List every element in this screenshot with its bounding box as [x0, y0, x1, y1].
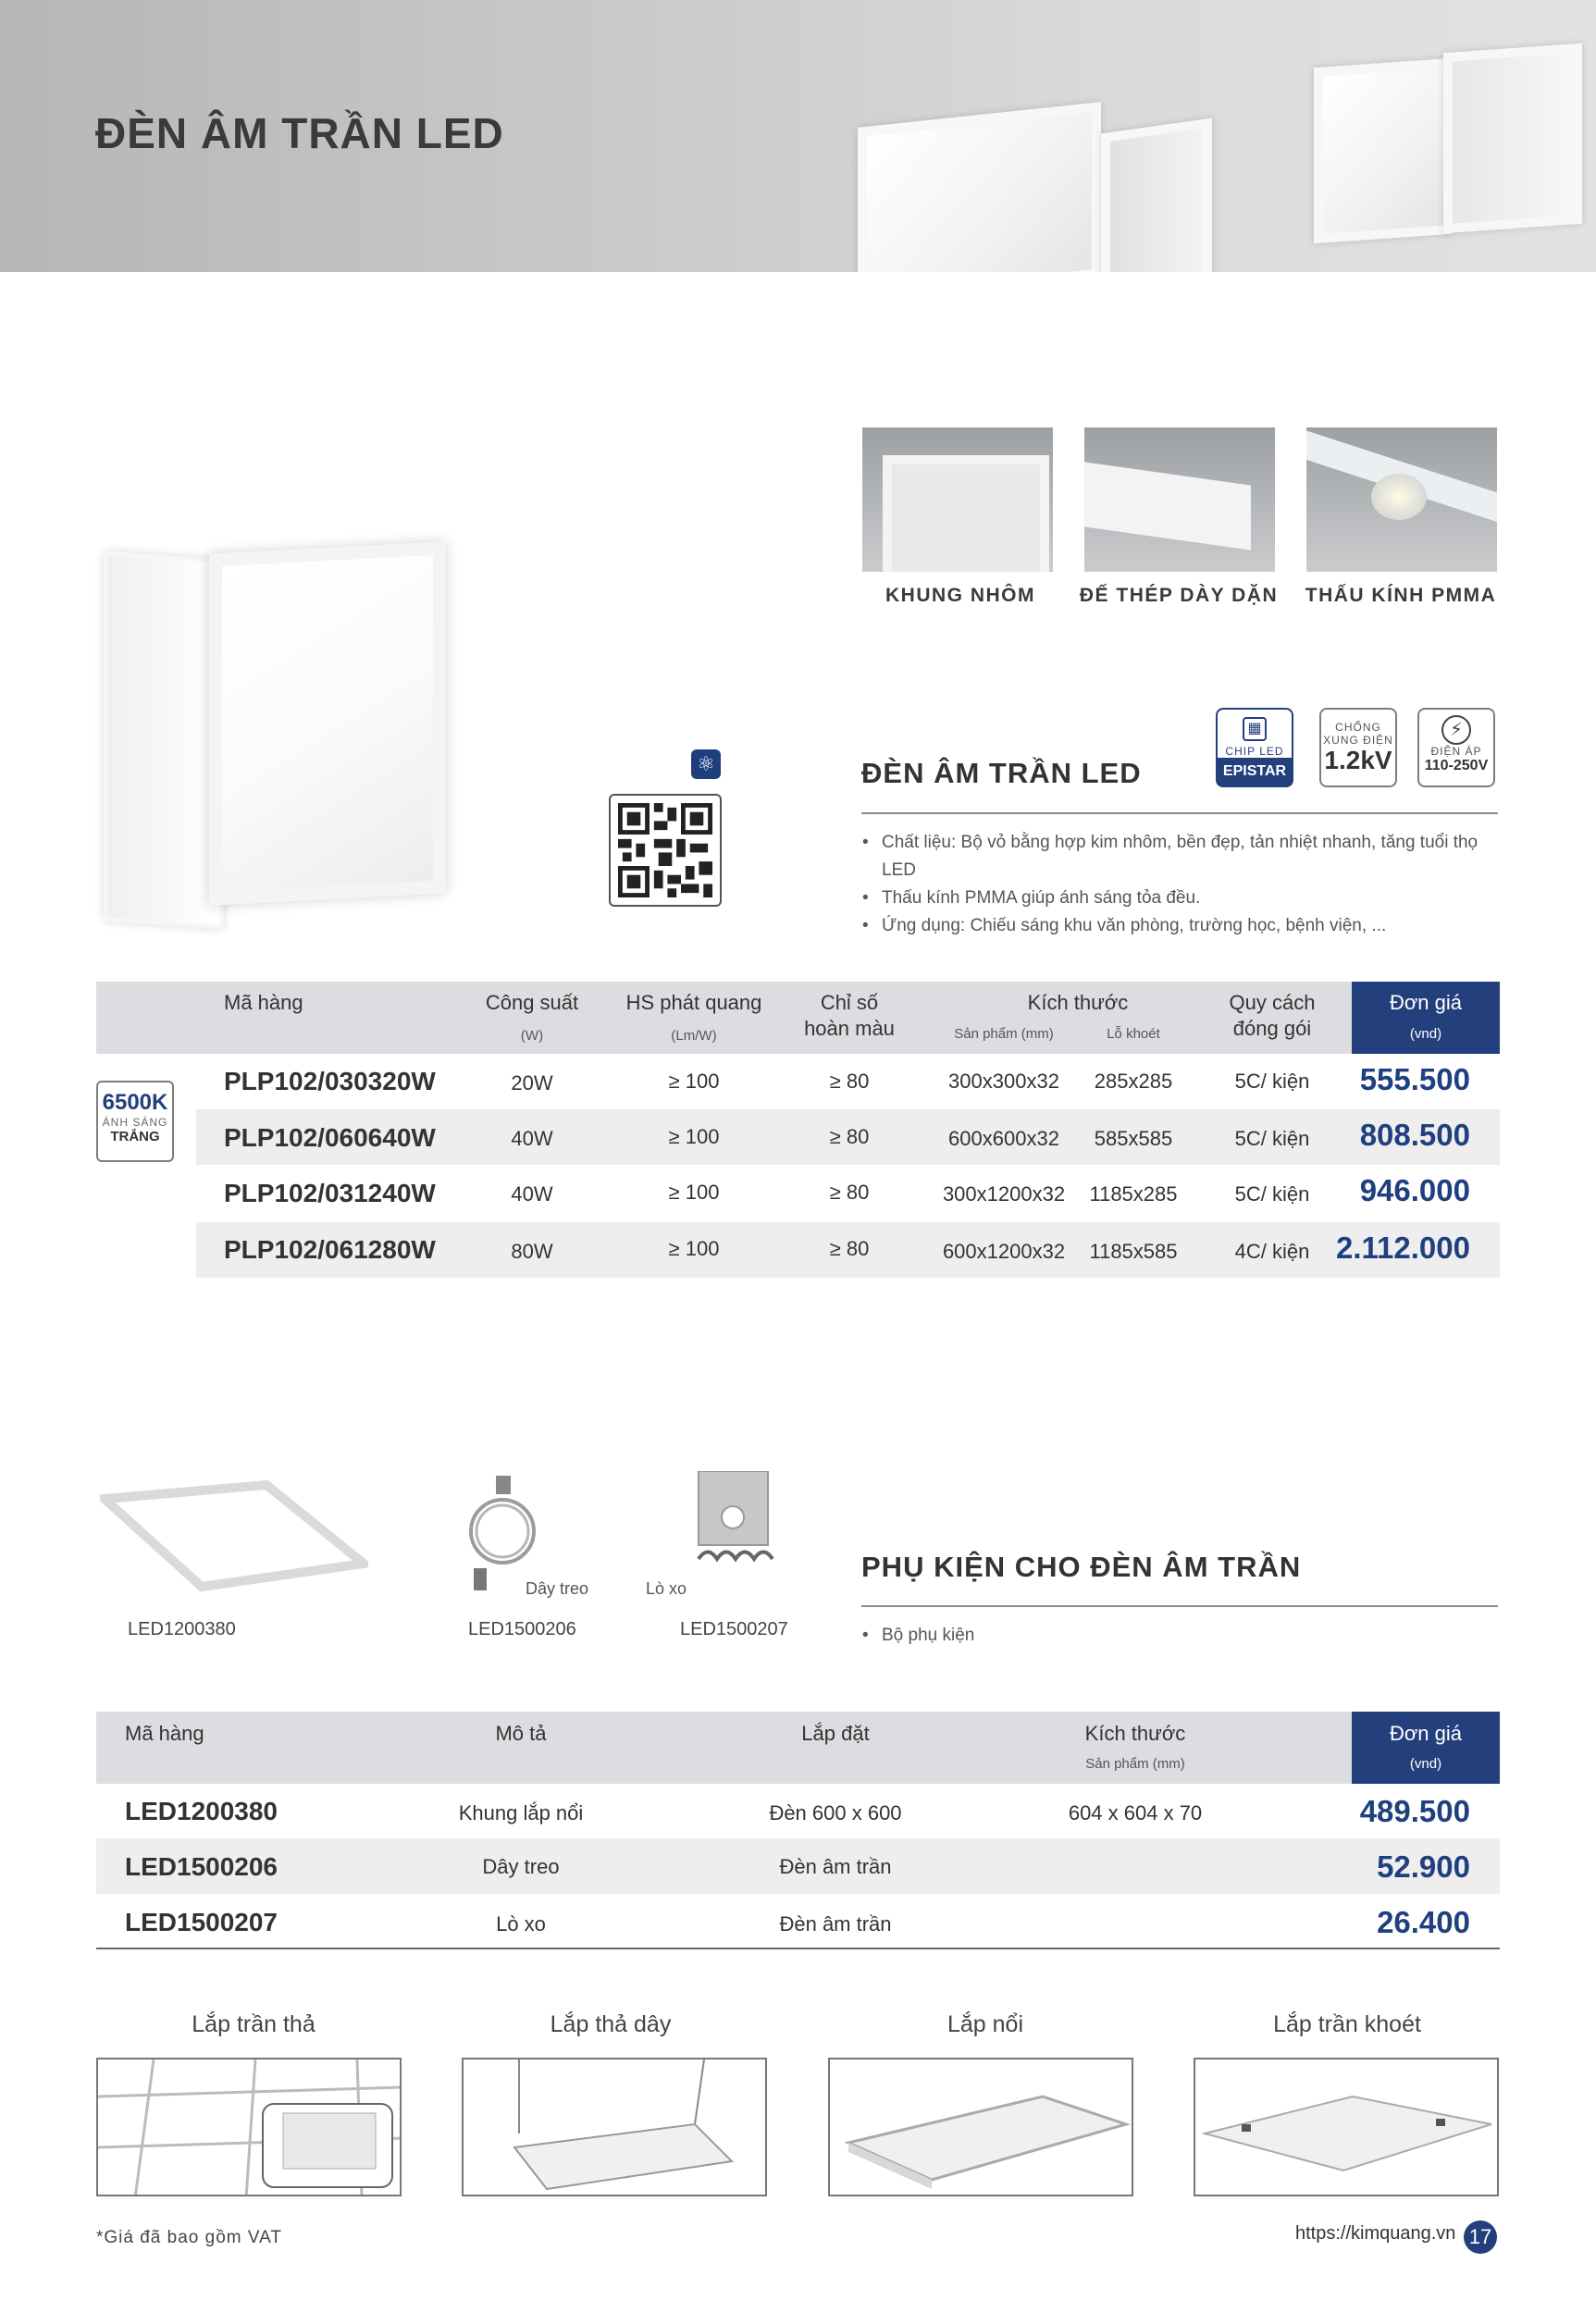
surge-label-2: XUNG ĐIỆN: [1323, 734, 1393, 747]
table2-install: Đèn âm trần: [779, 1912, 892, 1936]
table1-price: 808.500: [1359, 1118, 1470, 1152]
table1-hole: 285x285: [1094, 1070, 1173, 1093]
header-panel-image-back: [1101, 118, 1212, 272]
table2-install: Đèn 600 x 600: [769, 1801, 902, 1824]
table2-bottom-rule: [96, 1948, 1500, 1949]
table1-pack: 5C/ kiện: [1234, 1127, 1310, 1150]
table1-pack: 4C/ kiện: [1234, 1240, 1310, 1263]
table2-desc: Dây treo: [482, 1855, 560, 1878]
table1-code: PLP102/031240W: [224, 1179, 436, 1207]
table2-code: LED1200380: [125, 1797, 278, 1825]
th-code: Mã hàng: [125, 1722, 204, 1745]
table1-price: 555.500: [1359, 1062, 1470, 1096]
table2-code: LED1500206: [125, 1852, 278, 1881]
accessory-code: LED1200380: [128, 1619, 236, 1639]
page-title: ĐÈN ÂM TRẦN LED: [95, 109, 504, 157]
frame-icon: [100, 1480, 368, 1591]
mount-image-drop-ceiling: [96, 2058, 402, 2196]
th-price: Đơn giá: [1389, 991, 1463, 1014]
accessory-image-wire: [461, 1476, 544, 1596]
light-color-badge: [96, 1081, 174, 1162]
accessory-image-spring: [689, 1471, 777, 1596]
th-size-sub: Sản phẩm (mm): [1085, 1756, 1185, 1772]
table1-price: 946.000: [1359, 1173, 1470, 1207]
table1-size: 300x1200x32: [942, 1182, 1066, 1206]
voltage-value: 110-250V: [1424, 758, 1489, 773]
mount-label: Lắp nổi: [946, 2011, 1024, 2037]
table1-hole: 585x585: [1094, 1127, 1173, 1150]
table1-hole: 1185x585: [1089, 1240, 1178, 1263]
th-size: Kích thước: [1027, 991, 1129, 1014]
description-item: • Ứng dụng: Chiếu sáng khu văn phòng, trường học, bệnh viện, ...: [862, 912, 1510, 940]
th-power: Công suất: [485, 991, 579, 1014]
wire-icon: [461, 1476, 544, 1596]
th-size-hole: Lỗ khoét: [1107, 1026, 1160, 1042]
th-cri-1: Chỉ số: [820, 991, 879, 1014]
footer-url[interactable]: https://kimquang.vn: [1295, 2223, 1456, 2244]
table1-cri: ≥ 80: [829, 1181, 870, 1204]
th-code: Mã hàng: [224, 991, 303, 1014]
table1-code: PLP102/060640W: [224, 1123, 436, 1152]
table1-efficacy: ≥ 100: [668, 1237, 720, 1260]
accessory-code: LED1500206: [468, 1619, 576, 1639]
th-price: Đơn giá: [1389, 1722, 1463, 1745]
th-price-unit: (vnd): [1409, 1026, 1442, 1042]
surge-label-1: CHỐNG: [1335, 721, 1381, 734]
mount-label: Lắp trần khoét: [1273, 2011, 1421, 2037]
accessory-image-frame: [100, 1480, 368, 1591]
table2-size: 604 x 604 x 70: [1068, 1801, 1203, 1824]
header-panel-image: [858, 102, 1101, 272]
table2-desc: Khung lắp nổi: [458, 1801, 584, 1824]
product-description: [862, 829, 1510, 940]
voltage-badge: [1417, 708, 1495, 787]
table2-price: 26.400: [1377, 1905, 1470, 1939]
table1-cri: ≥ 80: [829, 1237, 870, 1260]
description-item-continued: • Thấu kính PMMA giúp ánh sáng tỏa đều.: [862, 884, 1510, 912]
description-item: • Bộ phụ kiện: [862, 1622, 1232, 1650]
recessed-panel-icon: [1195, 2059, 1499, 2196]
feature-label: KHUNG NHÔM: [885, 585, 1035, 606]
header-panel-image-3: [1443, 43, 1582, 233]
page-number: 17: [1464, 2220, 1497, 2254]
table1-power: 80W: [511, 1240, 553, 1263]
globe-icon[interactable]: ⚛: [691, 749, 721, 779]
table1-cri: ≥ 80: [829, 1070, 870, 1093]
mount-image-surface: [828, 2058, 1133, 2196]
table1-power: 40W: [511, 1182, 553, 1206]
th-pack-2: đóng gói: [1232, 1017, 1312, 1040]
grid-ceiling-icon: [98, 2059, 402, 2196]
table1-cri: ≥ 80: [829, 1125, 870, 1148]
footer-note: *Giá đã bao gồm VAT: [96, 2228, 283, 2247]
spring-icon: [689, 1471, 777, 1596]
table1-code: PLP102/030320W: [224, 1067, 436, 1095]
th-price-unit: (vnd): [1409, 1756, 1442, 1772]
divider: [861, 1605, 1498, 1607]
th-cri-2: hoàn màu: [804, 1017, 895, 1040]
qr-code[interactable]: [609, 794, 722, 907]
feature-label: THẤU KÍNH PMMA: [1305, 585, 1497, 606]
description-item: • Chất liệu: Bộ vỏ bằng hợp kim nhôm, bền đẹp, tản nhiệt nhanh, tăng tuổi thọ LED: [862, 829, 1510, 884]
table1-efficacy: ≥ 100: [668, 1125, 720, 1148]
product-image-back: [104, 550, 224, 929]
accessory-code: LED1500207: [680, 1619, 788, 1639]
table1-code: PLP102/061280W: [224, 1235, 436, 1264]
feature-image-pmma-lens: [1306, 427, 1497, 572]
table1-size: 600x600x32: [948, 1127, 1059, 1150]
table2-install: Đèn âm trần: [779, 1855, 892, 1878]
table1-size: 300x300x32: [948, 1070, 1059, 1093]
table1-pack: 5C/ kiện: [1234, 1070, 1310, 1093]
th-size: Kích thước: [1084, 1722, 1186, 1745]
header-panel-image-2: [1314, 58, 1453, 243]
product-image-front: [209, 541, 446, 905]
chip-led-brand: EPISTAR: [1218, 758, 1292, 785]
table1-hole: 1185x285: [1089, 1182, 1178, 1206]
light-color-label-1: ÁNH SÁNG: [102, 1116, 168, 1129]
mount-image-recessed: [1194, 2058, 1499, 2196]
table2-price: 52.900: [1377, 1849, 1470, 1884]
surface-panel-icon: [830, 2059, 1133, 2196]
surge-badge: [1319, 708, 1397, 787]
table1-power: 40W: [511, 1127, 553, 1150]
th-efficacy: HS phát quang: [625, 991, 762, 1014]
table1-pack: 5C/ kiện: [1234, 1182, 1310, 1206]
th-efficacy-unit: (Lm/W): [671, 1028, 717, 1044]
voltage-label: ĐIỆN ÁP: [1430, 745, 1482, 758]
table2-desc: Lò xo: [496, 1912, 546, 1936]
th-desc: Mô tả: [495, 1722, 547, 1745]
lightning-icon: ⚡: [1441, 715, 1471, 745]
table2-code: LED1500207: [125, 1908, 278, 1936]
chip-led-label: CHIP LED: [1225, 745, 1284, 758]
accessory-caption: Lò xo: [646, 1579, 687, 1598]
accessories-title: PHỤ KIỆN CHO ĐÈN ÂM TRẦN: [861, 1551, 1302, 1583]
table1-efficacy: ≥ 100: [668, 1070, 720, 1093]
chip-icon: ▦: [1243, 717, 1267, 741]
table1-price: 2.112.000: [1336, 1231, 1470, 1265]
surge-value: 1.2kV: [1324, 746, 1392, 774]
mount-image-suspended: [462, 2058, 767, 2196]
feature-label: ĐẾ THÉP DÀY DẶN: [1079, 585, 1279, 606]
light-color-label-2: TRẮNG: [110, 1129, 160, 1144]
feature-image-aluminum-frame: [862, 427, 1053, 572]
mount-label: Lắp trần thả: [192, 2011, 315, 2037]
suspended-panel-icon: [464, 2059, 767, 2196]
th-pack-1: Quy cách: [1229, 991, 1316, 1014]
th-size-product: Sản phẩm (mm): [954, 1026, 1054, 1042]
light-color-value: 6500K: [102, 1090, 168, 1115]
feature-image-steel-base: [1084, 427, 1275, 572]
th-power-unit: (W): [520, 1028, 544, 1044]
accessories-description: [862, 1622, 1232, 1650]
th-install: Lắp đặt: [801, 1722, 870, 1745]
mount-label: Lắp thả dây: [550, 2011, 672, 2037]
table2-price: 489.500: [1359, 1794, 1470, 1828]
qr-code-icon: [618, 803, 712, 897]
table1-efficacy: ≥ 100: [668, 1181, 720, 1204]
table1-size: 600x1200x32: [942, 1240, 1066, 1263]
table1-power: 20W: [511, 1071, 553, 1095]
accessory-caption: Dây treo: [526, 1579, 589, 1598]
product-title: ĐÈN ÂM TRẦN LED: [861, 757, 1142, 789]
chip-led-badge: [1216, 708, 1293, 787]
divider: [861, 812, 1498, 814]
